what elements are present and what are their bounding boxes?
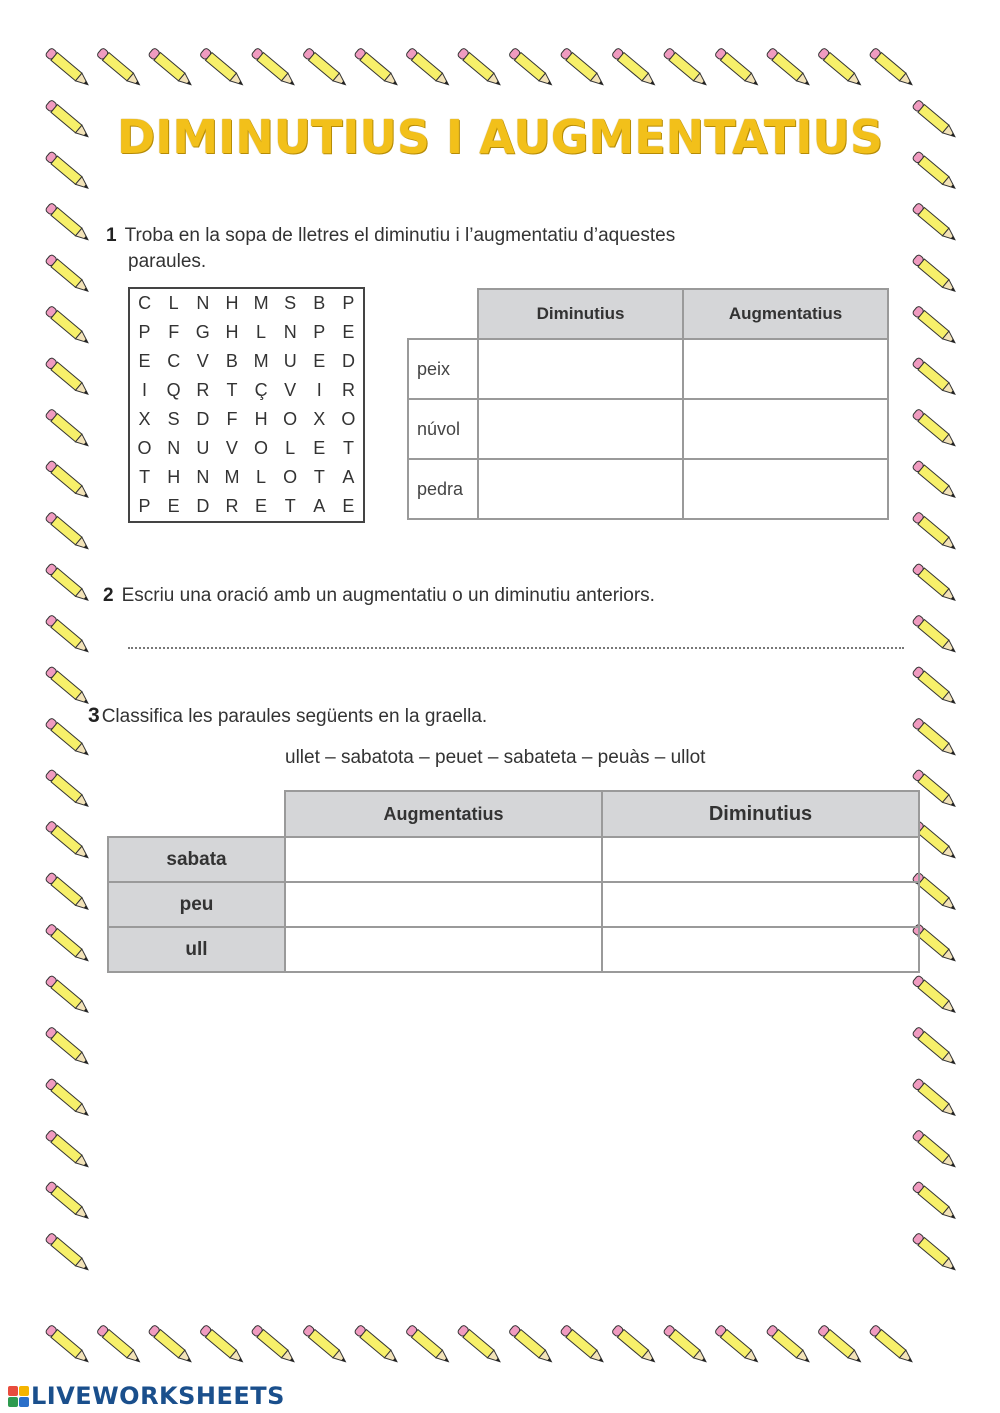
answer-cell[interactable] (478, 339, 683, 399)
pencil-icon (302, 47, 348, 88)
pencil-icon (251, 47, 297, 88)
pencil-icon (869, 47, 915, 88)
word-search-letter[interactable]: O (137, 438, 152, 458)
pencil-icon (508, 47, 554, 88)
pencil-icon (45, 820, 91, 861)
row-label: sabata (108, 837, 285, 882)
answer-cell[interactable] (285, 882, 602, 927)
word-search-letter[interactable]: B (313, 293, 326, 313)
word-search-letter[interactable]: E (342, 322, 355, 342)
word-search-letter[interactable]: H (225, 293, 239, 313)
classification-table (107, 790, 920, 973)
answer-cell[interactable] (683, 339, 888, 399)
answer-cell[interactable] (683, 459, 888, 519)
diminutive-augmentative-table (407, 288, 889, 520)
pencil-icon (405, 47, 451, 88)
pencil-icon (714, 47, 760, 88)
word-search-letter[interactable]: E (138, 351, 151, 371)
word-search-letter[interactable]: V (196, 351, 209, 371)
word-search-letter[interactable]: P (313, 322, 326, 342)
pencil-icon (96, 1324, 142, 1365)
column-header-diminutius: Diminutius (602, 791, 919, 837)
pencil-icon (45, 1078, 91, 1119)
pencil-icon (912, 666, 958, 707)
pencil-icon (148, 1324, 194, 1365)
word-search-letter[interactable]: S (167, 409, 180, 429)
row-label: núvol (408, 399, 478, 459)
pencil-icon (912, 1026, 958, 1067)
pencil-icon (560, 1324, 606, 1365)
pencil-icon (912, 99, 958, 140)
word-search-letter[interactable]: Ç (254, 380, 268, 400)
word-search-letter[interactable]: C (167, 351, 181, 371)
word-search-letter[interactable]: O (283, 409, 298, 429)
word-search-letter[interactable]: T (226, 380, 238, 400)
brand-name: LIVEWORKSHEETS (31, 1382, 285, 1410)
answer-cell[interactable] (285, 837, 602, 882)
question-text-continued: paraules. (128, 251, 207, 272)
pencil-icon (45, 769, 91, 810)
word-search-letter[interactable]: P (342, 293, 355, 313)
word-search-letter[interactable]: L (256, 467, 267, 487)
pencil-icon (45, 1181, 91, 1222)
liveworksheets-logo-icon (8, 1386, 29, 1407)
pencil-icon (912, 1232, 958, 1273)
pencil-icon (766, 47, 812, 88)
pencil-icon (45, 666, 91, 707)
pencil-icon (199, 1324, 245, 1365)
word-search-letter[interactable]: F (168, 322, 180, 342)
pencil-icon (817, 1324, 863, 1365)
word-search-letter[interactable]: T (342, 438, 354, 458)
pencil-icon (45, 460, 91, 501)
row-label: pedra (408, 459, 478, 519)
word-list: ullet – sabatota – peuet – sabateta – peuàs – ullot (285, 747, 706, 768)
page-title: DIMINUTIUS I AUGMENTATIUS (117, 110, 883, 164)
column-header-augmentatius: Augmentatius (285, 791, 602, 837)
answer-cell[interactable] (478, 459, 683, 519)
word-search-letter[interactable]: F (226, 409, 238, 429)
word-search-letter[interactable]: V (284, 380, 297, 400)
pencil-icon (560, 47, 606, 88)
word-search-letter[interactable]: G (195, 322, 210, 342)
question-text: Escriu una oració amb un augmentatiu o un diminutiu anteriors. (121, 585, 655, 606)
pencil-icon (45, 254, 91, 295)
pencil-icon (912, 717, 958, 758)
pencil-icon (912, 460, 958, 501)
pencil-icon (457, 1324, 503, 1365)
table-row (108, 927, 919, 972)
pencil-icon (663, 1324, 709, 1365)
pencil-icon (45, 99, 91, 140)
word-search-letter[interactable]: L (256, 322, 267, 342)
word-search-letter[interactable]: I (316, 380, 322, 400)
column-header-augmentatius: Augmentatius (683, 289, 888, 339)
pencil-icon (354, 47, 400, 88)
pencil-icon (508, 1324, 554, 1365)
question-3 (88, 704, 487, 728)
row-label: ull (108, 927, 285, 972)
pencil-icon (45, 47, 91, 88)
row-label: peix (408, 339, 478, 399)
word-search-letter[interactable]: R (341, 380, 355, 400)
word-search-letter[interactable]: S (284, 293, 297, 313)
word-search-letter[interactable]: A (313, 496, 326, 516)
word-search-letter[interactable]: M (253, 351, 269, 371)
pencil-icon (45, 1129, 91, 1170)
table-row (408, 459, 888, 519)
sentence-answer-line[interactable] (128, 647, 904, 649)
pencil-icon (714, 1324, 760, 1365)
word-search-letter[interactable]: E (313, 438, 326, 458)
row-label: peu (108, 882, 285, 927)
question-number: 1 (106, 225, 117, 246)
table-row (408, 399, 888, 459)
table-row (408, 339, 888, 399)
pencil-icon (912, 614, 958, 655)
word-search-letter[interactable]: N (196, 293, 210, 313)
pencil-icon (912, 1181, 958, 1222)
word-search-letter[interactable]: O (341, 409, 356, 429)
word-search-letter[interactable]: M (253, 293, 269, 313)
word-search-letter[interactable]: T (284, 496, 296, 516)
question-2 (103, 585, 655, 607)
pencil-icon (45, 614, 91, 655)
pencil-icon (45, 1026, 91, 1067)
word-search-letter[interactable]: Q (166, 380, 181, 400)
word-search-letter[interactable]: P (138, 496, 151, 516)
pencil-icon (45, 408, 91, 449)
pencil-icon (45, 151, 91, 192)
word-search-letter[interactable]: E (167, 496, 180, 516)
pencil-icon (251, 1324, 297, 1365)
word-search-letter[interactable]: E (313, 351, 326, 371)
pencil-icon (912, 1129, 958, 1170)
word-search-letter[interactable]: H (167, 467, 181, 487)
word-search-letter[interactable]: N (283, 322, 297, 342)
word-search-letter[interactable]: I (142, 380, 148, 400)
table-row (108, 837, 919, 882)
pencil-icon (45, 305, 91, 346)
pencil-icon (817, 47, 863, 88)
word-search-letter[interactable]: O (283, 467, 298, 487)
footer-brand[interactable] (8, 1382, 285, 1410)
pencil-icon (869, 1324, 915, 1365)
logo-square (19, 1397, 29, 1407)
word-search-letter[interactable]: N (167, 438, 181, 458)
word-search-letter[interactable]: E (342, 496, 355, 516)
pencil-icon (912, 151, 958, 192)
answer-cell[interactable] (285, 927, 602, 972)
word-search-letter[interactable]: C (138, 293, 152, 313)
pencil-icon (45, 975, 91, 1016)
word-search-letter[interactable]: P (138, 322, 151, 342)
pencil-icon (45, 563, 91, 604)
word-search-letter[interactable]: H (225, 322, 239, 342)
word-search-letter[interactable]: A (342, 467, 355, 487)
pencil-icon (45, 202, 91, 243)
logo-square (19, 1386, 29, 1396)
question-number: 2 (103, 585, 114, 606)
word-search-letter[interactable]: E (255, 496, 268, 516)
pencil-icon (912, 511, 958, 552)
pencil-icon (912, 202, 958, 243)
word-search-letter[interactable]: R (225, 496, 239, 516)
pencil-icon (611, 47, 657, 88)
pencil-icon (912, 357, 958, 398)
pencil-icon (912, 1078, 958, 1119)
question-text: Troba en la sopa de lletres el diminutiu i l’augmentatiu d’aquestes (124, 225, 676, 246)
pencil-icon (148, 47, 194, 88)
pencil-icon (45, 1324, 91, 1365)
pencil-icon (912, 254, 958, 295)
logo-square (8, 1397, 18, 1407)
pencil-icon (912, 305, 958, 346)
question-number: 3 (88, 704, 100, 727)
answer-cell[interactable] (602, 882, 919, 927)
word-search-grid (128, 287, 365, 523)
column-header-diminutius: Diminutius (478, 289, 683, 339)
word-search-letter[interactable]: H (254, 409, 268, 429)
word-search-letter[interactable]: V (225, 438, 238, 458)
pencil-icon (45, 872, 91, 913)
pencil-icon (766, 1324, 812, 1365)
word-search-letter[interactable]: N (196, 467, 210, 487)
pencil-icon (302, 1324, 348, 1365)
pencil-icon (45, 923, 91, 964)
pencil-icon (912, 563, 958, 604)
word-search-letter[interactable]: U (196, 438, 210, 458)
word-search-letter[interactable]: O (254, 438, 269, 458)
pencil-icon (354, 1324, 400, 1365)
word-search-letter[interactable]: X (138, 409, 151, 429)
logo-square (8, 1386, 18, 1396)
word-search-letter[interactable]: L (168, 293, 179, 313)
word-search-letter[interactable]: M (224, 467, 240, 487)
answer-cell[interactable] (478, 399, 683, 459)
question-1 (106, 223, 726, 275)
pencil-icon (45, 717, 91, 758)
pencil-icon (199, 47, 245, 88)
pencil-icon (663, 47, 709, 88)
question-text: Classifica les paraules següents en la graella. (101, 706, 488, 727)
pencil-icon (45, 1232, 91, 1273)
word-search-letter[interactable]: T (139, 467, 151, 487)
word-search-letter[interactable]: B (225, 351, 238, 371)
pencil-icon (45, 357, 91, 398)
answer-cell[interactable] (602, 837, 919, 882)
word-search-letter[interactable]: D (341, 351, 355, 371)
word-search-letter[interactable]: T (313, 467, 325, 487)
pencil-icon (45, 511, 91, 552)
pencil-icon (912, 408, 958, 449)
answer-cell[interactable] (602, 927, 919, 972)
word-search-letter[interactable]: X (313, 409, 326, 429)
word-search-letter[interactable]: D (196, 409, 210, 429)
answer-cell[interactable] (683, 399, 888, 459)
word-search-letter[interactable]: R (196, 380, 210, 400)
pencil-icon (457, 47, 503, 88)
pencil-icon (912, 975, 958, 1016)
word-search-letter[interactable]: L (285, 438, 296, 458)
table-row (108, 882, 919, 927)
pencil-icon (405, 1324, 451, 1365)
word-search-letter[interactable]: D (196, 496, 210, 516)
pencil-icon (96, 47, 142, 88)
word-search-letter[interactable]: U (283, 351, 297, 371)
pencil-icon (611, 1324, 657, 1365)
